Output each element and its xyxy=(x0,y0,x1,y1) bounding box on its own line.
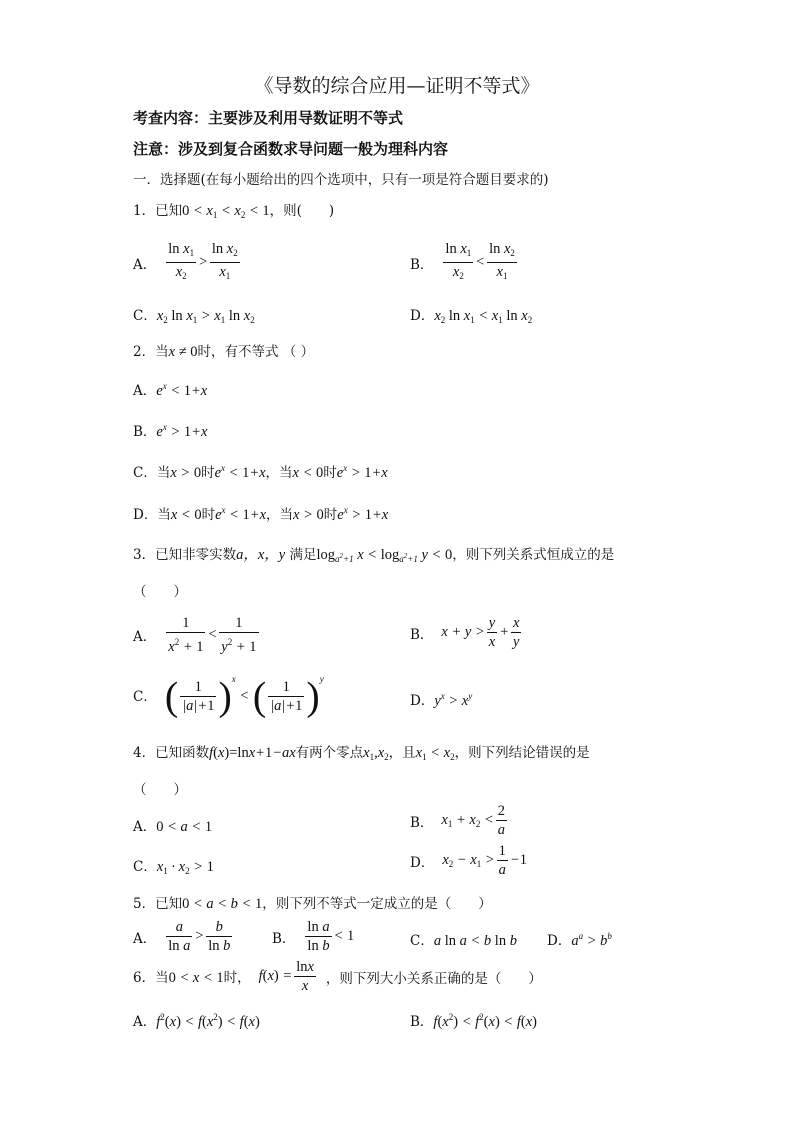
question-4-paren: （ ） xyxy=(133,782,187,798)
question-4-stem: 4．已知函数f(x)=lnx+1−ax有两个零点$x_1,x_2$，且$x_1 < x_2$，则下列结论错误的是 xyxy=(133,745,590,762)
question-2-option-b: B．$e^x > 1+x$ xyxy=(133,422,208,440)
question-3-stem: 3．已知非零实数a，x，y 满足$\log_{a^2+1} x < \log_{a^2+1} y < 0$，则下列关系式恒成立的是 xyxy=(133,547,615,564)
question-5-option-c: C．a ln a < b ln b xyxy=(410,933,517,949)
question-6-stem: 6．当0 < x < 1时， f(x) = $\frac{\ln x}{x}$ ，则下列大小关系正确的是（ ） xyxy=(133,959,542,994)
section-header: 一．选择题(在每小题给出的四个选项中，只有一项是符合题目要求的) xyxy=(133,172,549,188)
question-2-option-d: D．当x < 0时$e^x < 1+x$，当x > 0时$e^x > 1+x$ xyxy=(133,505,389,523)
question-3-option-d: D．$y^x > x^y$ xyxy=(410,691,473,709)
content-line: 考查内容：主要涉及利用导数证明不等式 xyxy=(133,109,404,127)
question-3-paren: （ ） xyxy=(133,584,187,600)
question-4-option-c: C．$x_1 \cdot x_2 > 1$ xyxy=(133,859,214,876)
question-3-option-c: C． ( $\frac{1}{|a|+1}$ )$^x$ < ( $\frac{1}{|a|+1}$ )$^y$ xyxy=(133,673,324,719)
question-1-option-d: D．$x_2$ $\ln x_1 < x_1$ $\ln x_2$ xyxy=(410,308,533,325)
page-title: 《导数的综合应用—证明不等式》 xyxy=(254,75,540,97)
question-2-stem: 2．当x ≠ 0时，有不等式 （ ） xyxy=(133,344,315,360)
question-2-option-a: A．$e^x < 1+x$ xyxy=(133,381,208,399)
question-2-option-c: C．当x > 0时$e^x < 1+x$，当x < 0时$e^x > 1+x$ xyxy=(133,463,388,481)
question-5-option-a: A． $\frac{a}{\text{ln a}}$ > $\frac{b}{\text{ln b}}$ xyxy=(133,919,231,954)
question-1-stem: 1．已知$0 < x_1 < x_2 < 1$，则( ) xyxy=(133,203,335,220)
question-3-option-b: B． x + y > $\frac{y}{x}$ + $\frac{x}{y}$ xyxy=(410,615,520,650)
question-3-option-a: A． $\frac{1}{x^2 + 1}$ < $\frac{1}{y^2 + 1}$ xyxy=(133,615,257,655)
question-5-option-d: D．$a^a > b^b$ xyxy=(547,931,612,949)
question-1-option-a: A． $\frac{\ln x_1}{x_2}$ > $\frac{\ln x_2}{x_1}$ xyxy=(133,241,238,281)
question-4-option-d: D． $x_2 - x_1$ > $\frac{1}{a}$ −1 xyxy=(410,843,527,878)
question-5-option-b: B． $\frac{\text{ln a}}{\text{ln b}}$ < 1 xyxy=(272,919,355,954)
question-6-option-b: B．$f(x^2) < f^2(x) < f(x)$ xyxy=(410,1012,537,1030)
question-4-option-a: A．0 < a < 1 xyxy=(133,819,213,835)
note-line: 注意：涉及到复合函数求导问题一般为理科内容 xyxy=(133,140,449,158)
question-4-option-b: B． $x_1 + x_2$ < $\frac{2}{a}$ xyxy=(410,803,506,838)
question-5-stem: 5．已知0 < a < b < 1，则下列不等式一定成立的是（ ） xyxy=(133,896,492,912)
question-6-option-a: A．$f^2(x) < f(x^2) < f(x)$ xyxy=(133,1012,260,1030)
question-1-option-b: B． $\frac{\ln x_1}{x_2}$ < $\frac{\ln x_2}{x_1}$ xyxy=(410,241,515,281)
question-1-option-c: C．$x_2$ $\ln x_1 > x_1$ $\ln x_2$ xyxy=(133,308,255,325)
